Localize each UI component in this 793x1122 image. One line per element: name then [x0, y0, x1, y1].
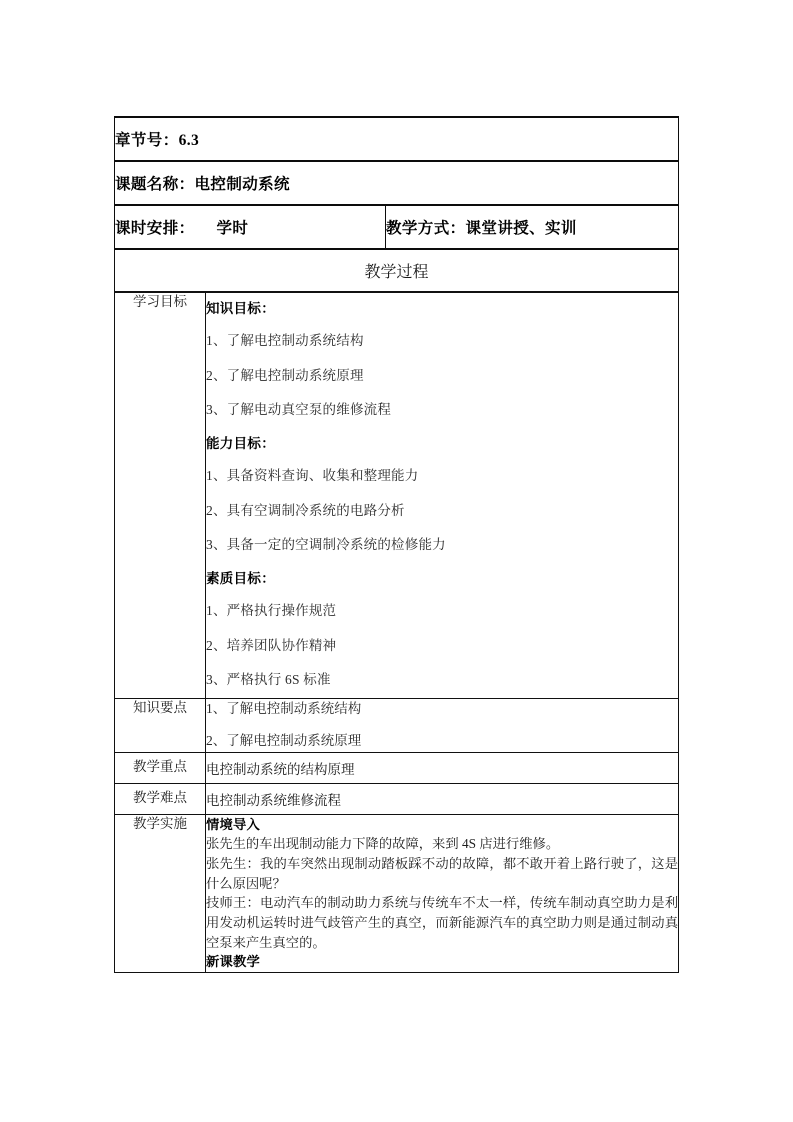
quality-objectives-block	[206, 569, 678, 690]
label-teaching-difficulty: 教学难点	[115, 783, 206, 814]
chapter-value: 6.3	[178, 132, 200, 149]
list-item: 1、严格执行操作规范	[206, 603, 337, 619]
scenario-heading: 情境导入	[206, 816, 260, 832]
ability-objectives-title: 能力目标：	[206, 436, 275, 451]
table-row-learning-objectives	[115, 292, 679, 699]
hours-value: 学时	[216, 220, 249, 237]
new-lesson-heading: 新课教学	[206, 954, 260, 970]
content-teaching-difficulty: 电控制动系统维修流程	[206, 783, 679, 814]
list-item: 2、了解电控制动系统原理	[206, 367, 364, 383]
list-item: 1、了解电控制动系统结构	[206, 333, 364, 349]
list-item: 2、具有空调制冷系统的电路分析	[206, 502, 405, 518]
knowledge-objectives-title: 知识目标：	[206, 301, 275, 316]
method-cell	[386, 205, 679, 249]
content-implementation	[206, 814, 679, 972]
table-row-schedule	[115, 205, 679, 249]
implementation-line: 张先生：我的车突然出现制动踏板踩不动的故障，都不敢开着上路行驶了，这是什么原因呢？	[206, 855, 679, 891]
chapter-label: 章节号：	[115, 132, 179, 149]
table-row-implementation	[115, 814, 679, 972]
list-item: 3、严格执行 6S 标准	[206, 671, 331, 687]
content-teaching-focus: 电控制动系统的结构原理	[206, 752, 679, 783]
table-row-banner	[115, 249, 679, 292]
table-row-knowledge-points	[115, 699, 679, 753]
topic-value: 电控制动系统	[194, 176, 290, 193]
label-knowledge-points: 知识要点	[115, 699, 206, 753]
implementation-line: 技师王：电动汽车的制动助力系统与传统车不太一样，传统车制动真空助力是利用发动机运转时进气歧管产生的真空，而新能源汽车的真空助力则是通过制动真空泵来产生真空的。	[206, 895, 679, 950]
topic-cell	[115, 161, 679, 205]
label-teaching-focus: 教学重点	[115, 752, 206, 783]
lesson-plan-table	[114, 116, 679, 973]
list-item: 1、了解电控制动系统结构	[206, 701, 362, 716]
list-item: 2、了解电控制动系统原理	[206, 733, 362, 749]
list-item: 1、具备资料查询、收集和整理能力	[206, 468, 419, 484]
content-learning-objectives	[206, 292, 679, 699]
list-item: 3、具备一定的空调制冷系统的检修能力	[206, 536, 446, 552]
quality-objectives-title: 素质目标：	[206, 571, 275, 586]
list-item: 3、了解电动真空泵的维修流程	[206, 401, 392, 417]
method-value: 课堂讲授、实训	[465, 220, 577, 237]
implementation-line: 张先生的车出现制动能力下降的故障，来到 4S 店进行维修。	[206, 836, 560, 852]
table-row-chapter	[115, 117, 679, 161]
chapter-cell	[115, 117, 679, 161]
content-knowledge-points	[206, 699, 679, 753]
label-learning-objectives: 学习目标	[115, 292, 206, 699]
hours-label: 课时安排：	[115, 220, 195, 237]
table-row-teaching-focus	[115, 752, 679, 783]
section-banner: 教学过程	[115, 249, 679, 292]
ability-objectives-block	[206, 434, 678, 555]
knowledge-objectives-block	[206, 299, 678, 420]
list-item: 2、培养团队协作精神	[206, 637, 337, 653]
method-label: 教学方式：	[386, 220, 466, 237]
table-row-topic	[115, 161, 679, 205]
table-row-teaching-difficulty	[115, 783, 679, 814]
hours-cell	[115, 205, 386, 249]
topic-label: 课题名称：	[115, 176, 195, 193]
label-implementation: 教学实施	[115, 814, 206, 972]
